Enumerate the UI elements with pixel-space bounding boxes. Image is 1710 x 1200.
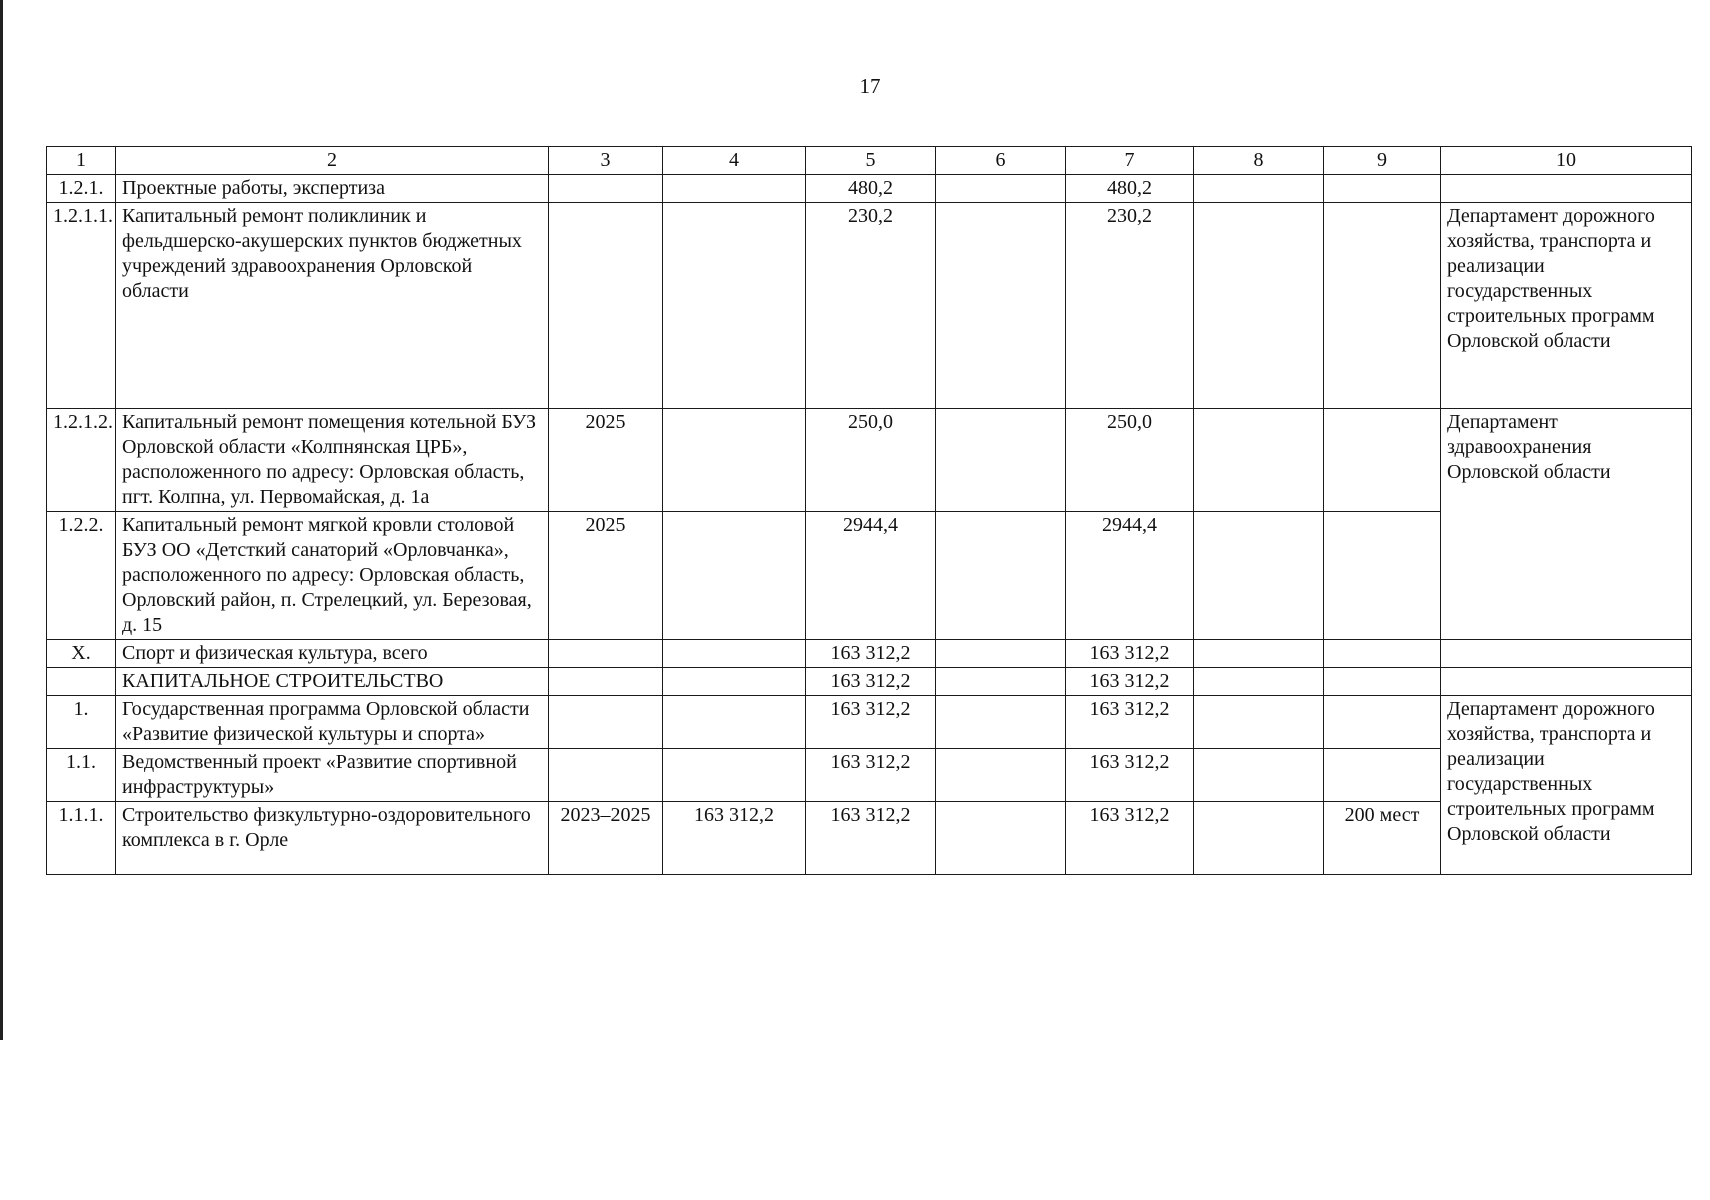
cell-col8 <box>1194 409 1324 512</box>
cell-col9 <box>1324 696 1441 749</box>
table-row <box>47 668 1692 696</box>
row-number <box>47 668 116 696</box>
cell-years <box>549 749 663 802</box>
cell-col5: 163 312,2 <box>806 749 936 802</box>
cell-col5: 480,2 <box>806 175 936 203</box>
column-header: 6 <box>936 147 1066 175</box>
cell-col9 <box>1324 175 1441 203</box>
table-header-row <box>47 147 1692 175</box>
cell-col8 <box>1194 175 1324 203</box>
cell-col7: 163 312,2 <box>1066 696 1194 749</box>
cell-col6 <box>936 175 1066 203</box>
cell-col4 <box>663 749 806 802</box>
cell-col9 <box>1324 512 1441 640</box>
cell-col5: 250,0 <box>806 409 936 512</box>
cell-col4 <box>663 696 806 749</box>
cell-department: Департамент дорожного хозяйства, транспорта и реализации государственных строительных программ Орловской области <box>1441 696 1692 875</box>
cell-col6 <box>936 203 1066 409</box>
scan-edge-line <box>0 0 3 1040</box>
row-number: 1.2.1.1. <box>47 203 116 409</box>
cell-col5: 230,2 <box>806 203 936 409</box>
cell-years <box>549 175 663 203</box>
cell-col7: 163 312,2 <box>1066 640 1194 668</box>
cell-col5: 2944,4 <box>806 512 936 640</box>
row-name: КАПИТАЛЬНОЕ СТРОИТЕЛЬСТВО <box>116 668 549 696</box>
cell-col9 <box>1324 203 1441 409</box>
row-number: X. <box>47 640 116 668</box>
column-header: 2 <box>116 147 549 175</box>
column-header: 10 <box>1441 147 1692 175</box>
cell-col8 <box>1194 512 1324 640</box>
table-row <box>47 175 1692 203</box>
budget-table <box>46 146 1692 875</box>
row-name: Спорт и физическая культура, всего <box>116 640 549 668</box>
cell-years <box>549 668 663 696</box>
column-header: 4 <box>663 147 806 175</box>
cell-col5: 163 312,2 <box>806 640 936 668</box>
cell-col9 <box>1324 668 1441 696</box>
cell-col4 <box>663 175 806 203</box>
cell-department: Департамент здравоохранения Орловской области <box>1441 409 1692 640</box>
row-name: Капитальный ремонт мягкой кровли столовой БУЗ ОО «Детсткий санаторий «Орловчанка», расположенного по адресу: Орловская область, Орловский район, п. Стрелецкий, ул. Березовая, д. 15 <box>116 512 549 640</box>
cell-col6 <box>936 802 1066 875</box>
cell-years <box>549 640 663 668</box>
cell-col6 <box>936 668 1066 696</box>
cell-col8 <box>1194 749 1324 802</box>
cell-col4 <box>663 409 806 512</box>
cell-col8 <box>1194 640 1324 668</box>
cell-col5: 163 312,2 <box>806 668 936 696</box>
row-number: 1.1. <box>47 749 116 802</box>
row-number: 1.2.1.2. <box>47 409 116 512</box>
cell-col6 <box>936 749 1066 802</box>
cell-department: Департамент дорожного хозяйства, транспорта и реализации государственных строительных программ Орловской области <box>1441 203 1692 409</box>
column-header: 5 <box>806 147 936 175</box>
cell-department <box>1441 175 1692 203</box>
row-name: Строительство физкультурно-оздоровительного комплекса в г. Орле <box>116 802 549 875</box>
cell-col7: 250,0 <box>1066 409 1194 512</box>
cell-years: 2025 <box>549 409 663 512</box>
row-number: 1.1.1. <box>47 802 116 875</box>
cell-col9 <box>1324 640 1441 668</box>
row-name: Государственная программа Орловской области «Развитие физической культуры и спорта» <box>116 696 549 749</box>
row-name: Капитальный ремонт помещения котельной БУЗ Орловской области «Колпнянская ЦРБ», расположенного по адресу: Орловская область, пгт. Колпна, ул. Первомайская, д. 1а <box>116 409 549 512</box>
cell-col7: 163 312,2 <box>1066 802 1194 875</box>
cell-col4: 163 312,2 <box>663 802 806 875</box>
table-row <box>47 409 1692 512</box>
column-header: 7 <box>1066 147 1194 175</box>
column-header: 9 <box>1324 147 1441 175</box>
cell-col4 <box>663 512 806 640</box>
row-name: Проектные работы, экспертиза <box>116 175 549 203</box>
cell-col6 <box>936 409 1066 512</box>
cell-col4 <box>663 203 806 409</box>
row-name: Капитальный ремонт поликлиник и фельдшерско-акушерских пунктов бюджетных учреждений здравоохранения Орловской области <box>116 203 549 409</box>
cell-col8 <box>1194 802 1324 875</box>
cell-years <box>549 203 663 409</box>
cell-col8 <box>1194 668 1324 696</box>
table-row <box>47 203 1692 409</box>
cell-col4 <box>663 640 806 668</box>
cell-col4 <box>663 668 806 696</box>
column-header: 1 <box>47 147 116 175</box>
cell-col6 <box>936 696 1066 749</box>
cell-col8 <box>1194 696 1324 749</box>
cell-col7: 163 312,2 <box>1066 749 1194 802</box>
cell-col9 <box>1324 749 1441 802</box>
cell-col9 <box>1324 409 1441 512</box>
cell-col5: 163 312,2 <box>806 802 936 875</box>
cell-years: 2023–2025 <box>549 802 663 875</box>
page-number: 17 <box>859 74 881 98</box>
row-number: 1.2.1. <box>47 175 116 203</box>
cell-department <box>1441 640 1692 668</box>
table-row <box>47 640 1692 668</box>
cell-col6 <box>936 512 1066 640</box>
cell-col7: 163 312,2 <box>1066 668 1194 696</box>
cell-col7: 2944,4 <box>1066 512 1194 640</box>
cell-col6 <box>936 640 1066 668</box>
cell-department <box>1441 668 1692 696</box>
cell-col5: 163 312,2 <box>806 696 936 749</box>
cell-years <box>549 696 663 749</box>
row-number: 1. <box>47 696 116 749</box>
cell-col7: 230,2 <box>1066 203 1194 409</box>
cell-years: 2025 <box>549 512 663 640</box>
row-number: 1.2.2. <box>47 512 116 640</box>
row-name: Ведомственный проект «Развитие спортивной инфраструктуры» <box>116 749 549 802</box>
cell-col8 <box>1194 203 1324 409</box>
cell-col7: 480,2 <box>1066 175 1194 203</box>
table-row <box>47 696 1692 749</box>
column-header: 3 <box>549 147 663 175</box>
column-header: 8 <box>1194 147 1324 175</box>
cell-col9: 200 мест <box>1324 802 1441 875</box>
